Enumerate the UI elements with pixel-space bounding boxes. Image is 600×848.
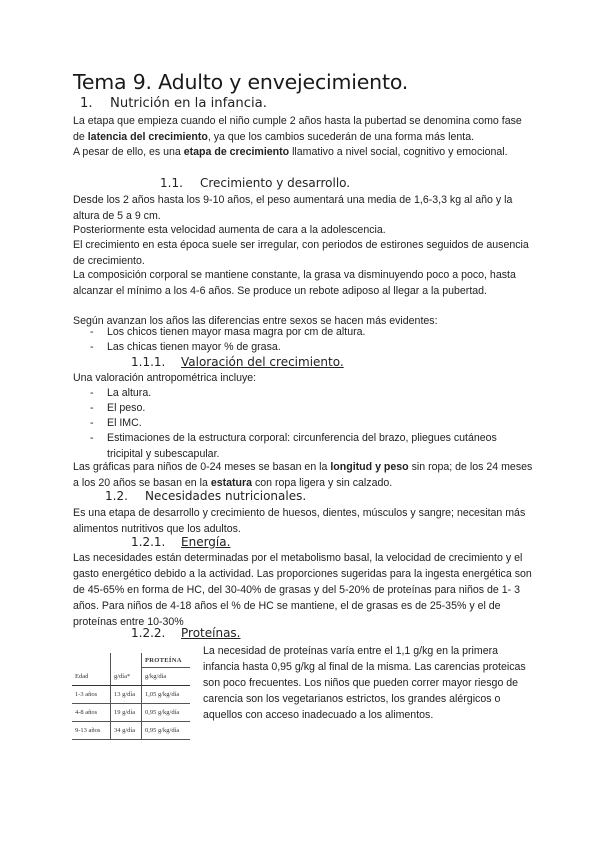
table-header: g/kg/día bbox=[142, 668, 191, 686]
paragraph-graficas: Las gráficas para niños de 0-24 meses se basan en la longitud y peso sin ropa; de los 24 meses a los 20 años se basan en la estatura con ropa ligera y sin calzado. bbox=[73, 461, 533, 489]
section-heading-1-1: 1.1. Crecimiento y desarrollo. bbox=[160, 176, 351, 190]
table-cell: 4-8 años bbox=[72, 704, 111, 722]
section-heading-1 bbox=[80, 96, 267, 111]
list-item: - El IMC. bbox=[90, 417, 142, 429]
table-header: Edad bbox=[72, 668, 111, 686]
bold-term: latencia del crecimiento bbox=[87, 131, 208, 143]
table-cell: 1,05 g/kg/día bbox=[142, 686, 191, 704]
section-number: 1. bbox=[80, 96, 93, 111]
paragraph-proteinas: La necesidad de proteínas varía entre el 1,1 g/kg en la primera infancia hasta 0,95 g/kg al final de la misma. Las carencias proteicas son poco frecuentes. Los niños que pueden correr mayor riesgo de carencia son los vegetarianos estrictos, los grandes alérgicos o aquellos con acceso inadecuado a los alimentos. bbox=[203, 645, 526, 721]
table-row bbox=[72, 653, 190, 668]
bold-term: etapa de crecimiento bbox=[183, 146, 290, 158]
table-group-header: PROTEÍNA bbox=[142, 653, 191, 668]
section-heading-1-2-2: 1.2.2. Proteínas. bbox=[131, 626, 241, 640]
list-item: - El peso. bbox=[90, 402, 146, 414]
table-cell: 1-3 años bbox=[72, 686, 111, 704]
paragraph-latencia: La etapa que empieza cuando el niño cumple 2 años hasta la pubertad se denomina como fase de latencia del crecimiento, ya que los cambios sucederán de una forma más lenta. bbox=[73, 115, 522, 143]
list-item: - Los chicos tienen mayor masa magra por cm de altura. bbox=[90, 326, 366, 338]
document-title: Tema 9. Adulto y envejecimiento. bbox=[73, 70, 409, 94]
section-heading-1-2-1: 1.2.1. Energía. bbox=[131, 535, 231, 549]
paragraph-irregular: El crecimiento en esta época suele ser irregular, con periodos de estirones seguidos de ausencia de crecimiento. bbox=[73, 239, 529, 267]
paragraph-sex-differences: Según avanzan los años las diferencias entre sexos se hacen más evidentes: bbox=[73, 315, 438, 327]
paragraph-antropometrica: Una valoración antropométrica incluye: bbox=[73, 372, 257, 384]
list-item: - La altura. bbox=[90, 387, 152, 399]
table-cell: 0,95 g/kg/día bbox=[142, 704, 191, 722]
table-cell: 13 g/día bbox=[111, 686, 142, 704]
paragraph-necesidades: Es una etapa de desarrollo y crecimiento de huesos, dientes, músculos y sangre; necesitan más alimentos nutritivos que los adultos. bbox=[73, 507, 526, 535]
table-row bbox=[72, 686, 190, 704]
section-label: Nutrición en la infancia. bbox=[110, 96, 267, 111]
table-header-row bbox=[72, 668, 190, 686]
paragraph-velocity: Posteriormente esta velocidad aumenta de cara a la adolescencia. bbox=[73, 224, 386, 236]
table-row bbox=[72, 704, 190, 722]
list-item: - Las chicas tienen mayor % de grasa. bbox=[90, 341, 281, 353]
section-heading-1-2: 1.2. Necesidades nutricionales. bbox=[105, 489, 307, 503]
paragraph-growth-rate: Desde los 2 años hasta los 9-10 años, el peso aumentará una media de 1,6-3,3 kg al año y la altura de 5 a 9 cm. bbox=[73, 194, 513, 222]
bold-term: estatura bbox=[210, 477, 253, 489]
protein-table bbox=[72, 653, 190, 740]
table-cell: 9-13 años bbox=[72, 722, 111, 740]
table-cell: 34 g/día bbox=[111, 722, 142, 740]
paragraph-etapa: A pesar de ello, es una etapa de crecimiento llamativo a nivel social, cognitivo y emocional. bbox=[73, 146, 508, 158]
list-item: - Estimaciones de la estructura corporal: circunferencia del brazo, pliegues cutáneos tricipital y subescapular. bbox=[90, 432, 497, 460]
section-heading-1-1-1: 1.1.1. Valoración del crecimiento. bbox=[131, 355, 344, 369]
table-row bbox=[72, 722, 190, 740]
table-header: g/día* bbox=[111, 668, 142, 686]
table-cell: 19 g/día bbox=[111, 704, 142, 722]
paragraph-energia: Las necesidades están determinadas por el metabolismo basal, la velocidad de crecimiento y el gasto energético debido a la actividad. Las proporciones sugeridas para la ingesta energética son de 45-65% en forma de HC, del 30-40% de grasas y del 5-20% de proteínas para niños de 1- 3 años. Para niños de 4-18 años el % de HC se mantiene, el de grasas es de 25-35% y el de proteínas entre 10-30% bbox=[73, 552, 532, 628]
paragraph-composition: La composición corporal se mantiene constante, la grasa va disminuyendo poco a poco, hasta alcanzar el mínimo a los 4-6 años. Se produce un rebote adiposo al llegar a la pubertad. bbox=[73, 269, 516, 297]
bold-term: longitud y peso bbox=[330, 461, 409, 473]
table-cell: 0,95 g/kg/día bbox=[142, 722, 191, 740]
